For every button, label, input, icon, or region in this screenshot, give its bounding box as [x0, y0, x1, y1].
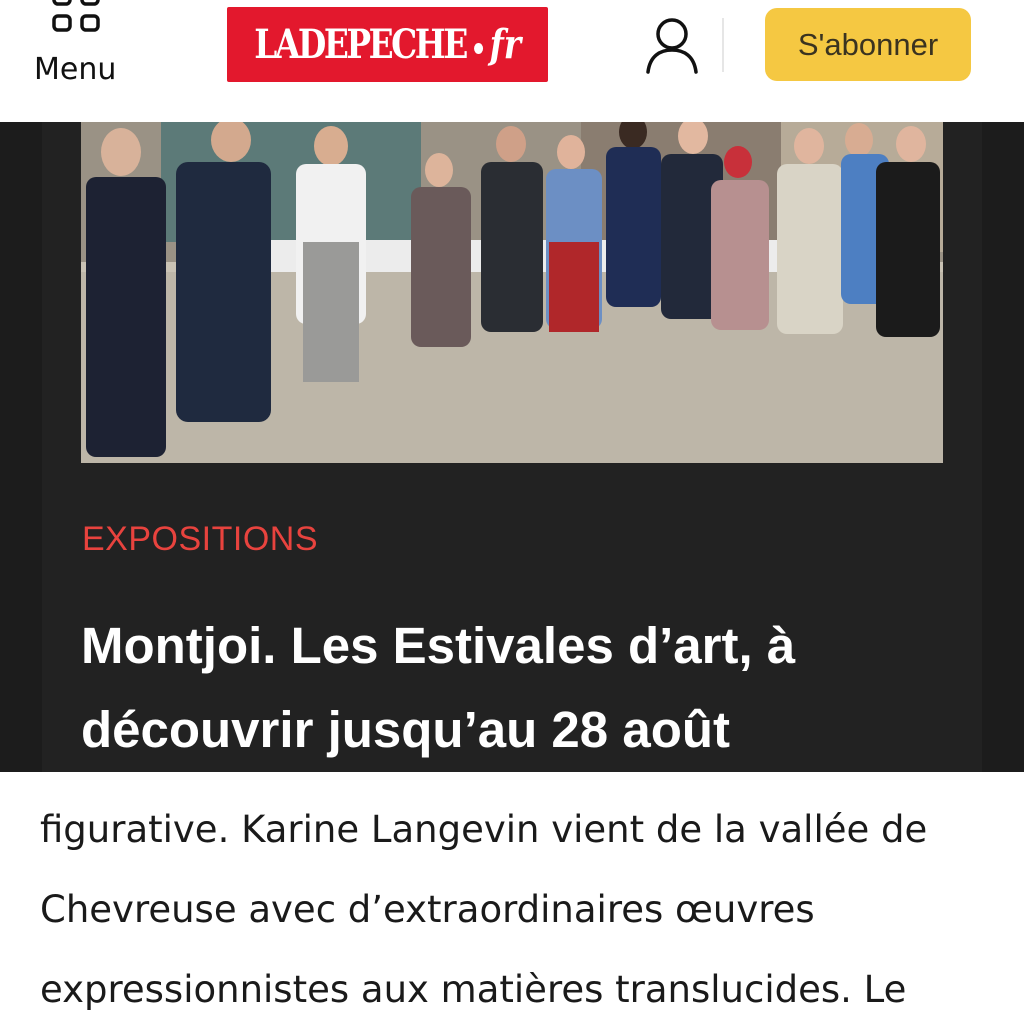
menu-label: Menu — [34, 52, 117, 87]
subscribe-button[interactable]: S'abonner — [765, 8, 971, 81]
article-category[interactable]: EXPOSITIONS — [82, 520, 318, 558]
menu-button[interactable] — [28, 0, 128, 100]
article-title: Montjoi. Les Estivales d’art, à découvrir jusqu’au 28 août — [81, 617, 796, 758]
user-account-icon[interactable] — [640, 14, 704, 78]
grid-menu-icon — [50, 0, 106, 46]
article-body-text: figurative. Karine Langevin vient de la vallée de Chevreuse avec d’extraordinaires œuvres expressionnistes aux matières translucides. Le — [40, 808, 928, 1011]
site-header — [0, 0, 1024, 122]
site-logo[interactable] — [227, 7, 548, 82]
article-photo[interactable] — [81, 122, 943, 463]
logo-text: LADEPECHE fr — [254, 21, 521, 68]
header-divider — [722, 18, 724, 72]
